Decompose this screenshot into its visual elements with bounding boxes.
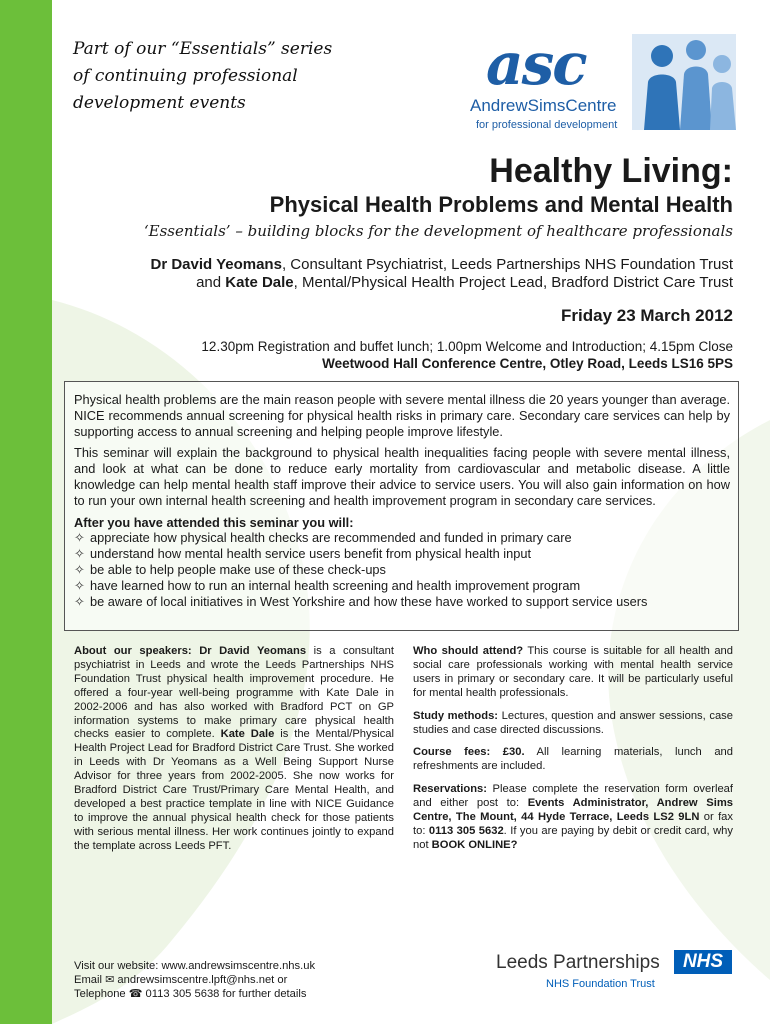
info-label: Who should attend? — [413, 645, 524, 657]
bullet-icon: ✧ — [74, 577, 85, 593]
schedule-block — [201, 338, 733, 372]
list-item — [74, 578, 730, 594]
page-subtitle: Physical Health Problems and Mental Health — [269, 192, 733, 217]
speaker-role: , Consultant Psychiatrist, Leeds Partnerships NHS Foundation Trust — [281, 256, 733, 273]
page-title: Healthy Living: — [489, 152, 733, 190]
speaker-name: Dr David Yeomans — [150, 256, 282, 273]
info-text: or fax to: — [413, 811, 734, 837]
outcome-text: be aware of local initiatives in West Yorkshire and how these have worked to support service users — [90, 593, 648, 609]
postal-address: Events Administrator, Andrew Sims Centre, The Mount, 44 Hyde Terrace, Leeds LS2 9LN — [413, 797, 733, 824]
event-date: Friday 23 March 2012 — [561, 306, 733, 325]
who-should-attend — [413, 645, 733, 701]
tagline: ‘Essentials’ – building blocks for the development of healthcare professionals — [143, 222, 733, 240]
info-text: . If you are paying by debit or credit card, why not — [413, 824, 733, 851]
info-label: Reservations: — [413, 783, 487, 796]
phone-line — [74, 987, 315, 1001]
study-methods — [413, 710, 733, 738]
outcome-text: understand how mental health service users benefit from physical health input — [90, 546, 532, 562]
partner-trust: NHS Foundation Trust — [546, 978, 655, 990]
intro-paragraph: Physical health problems are the main reason people with severe mental illness die 20 years younger than average. NICE recommends annual screening for physical health risks in primary care. Secondary care services can help by supporting access to annual screening and helping people improve lifestyle. — [74, 392, 730, 439]
bullet-icon: ✧ — [74, 546, 85, 562]
bullet-icon: ✧ — [74, 593, 85, 609]
intro-paragraph: This seminar will explain the background to physical health inequalities facing people with severe mental illness, and look at what can be done to reduce early mortality from cardiovascular and metabolic disease. A little knowledge can help mental health staff improve their advice to service users. You will also gain information on how to run your own internal health screening and health improvement program in secondary care services. — [74, 445, 730, 508]
info-label: Study methods: — [413, 709, 499, 722]
speaker-line-2 — [150, 274, 733, 292]
list-item — [74, 546, 730, 562]
outcomes-list — [74, 530, 730, 609]
phone-number: 0113 305 5638 for further details — [142, 988, 307, 1000]
outcome-text: appreciate how physical health checks are recommended and funded in primary care — [90, 530, 572, 546]
about-text: is a consultant psychiatrist in Leeds and wrote the Leeds Partnerships NHS Foundation Trust physical health improvement procedure. He offered a four-year well-being programme with Kate Dale in 2002-2006 and has also worked with Bradford PCT on GP information systems to make primary care physical health checks easier to complete. — [74, 645, 394, 741]
speaker-name: Kate Dale — [220, 728, 275, 741]
asc-logo — [466, 30, 736, 136]
about-heading: About our speakers: — [74, 645, 192, 657]
list-item — [74, 594, 730, 610]
fax-number: 0113 305 5632 — [428, 824, 504, 837]
about-speakers — [74, 645, 394, 854]
info-text: Please complete the reservation form overleaf and either post to: — [413, 783, 733, 810]
series-note-line: development events — [73, 93, 246, 113]
outcomes-heading: After you have attended this seminar you will: — [74, 514, 354, 530]
email-address[interactable]: andrewsimscentre.lpft@nhs.net or — [114, 974, 288, 986]
logo-name: AndrewSimsCentre — [470, 96, 617, 115]
series-note-line: Part of our “Essentials” series — [73, 39, 333, 59]
list-item — [74, 562, 730, 578]
reservations — [413, 783, 733, 853]
info-text: This course is suitable for all health and social care professionals working with mental health service users in primary or secondary care. It will be particularly useful for mental health professionals. — [413, 645, 733, 699]
info-text: Lectures, question and answer sessions, case studies and case directed discussions. — [413, 709, 733, 736]
people-silhouettes-icon — [632, 34, 736, 130]
bullet-icon: ✧ — [74, 561, 85, 577]
speaker-line-1 — [150, 256, 733, 274]
course-fees — [413, 746, 733, 774]
outcome-text: have learned how to run an internal health screening and health improvement program — [90, 577, 581, 593]
email-prefix: Email — [74, 974, 106, 986]
footer-contact — [74, 959, 315, 1001]
outcome-text: be able to help people make use of these check-ups — [90, 561, 386, 577]
leeds-partnerships-logo — [496, 950, 736, 994]
info-label: Course fees: £30. — [413, 746, 525, 759]
series-note-line: of continuing professional — [73, 66, 298, 86]
series-note — [73, 36, 393, 117]
email-line — [74, 973, 315, 987]
nhs-badge: NHS — [674, 950, 732, 974]
speaker-prefix: and — [196, 274, 226, 291]
speaker-role: , Mental/Physical Health Project Lead, Bradford District Care Trust — [293, 274, 733, 291]
website-line[interactable]: Visit our website: www.andrewsimscentre.nhs.uk — [74, 960, 316, 972]
telephone-icon: ☎ — [128, 988, 143, 1000]
speaker-name: Dr David Yeomans — [199, 645, 307, 657]
phone-prefix: Telephone — [74, 988, 129, 1000]
speaker-name: Kate Dale — [225, 274, 294, 291]
logo-mark: asc — [486, 30, 586, 98]
partner-name: Leeds Partnerships — [496, 952, 660, 973]
speakers-block — [150, 256, 733, 292]
bullet-icon: ✧ — [74, 530, 85, 546]
envelope-icon: ✉ — [105, 974, 115, 986]
schedule-times: 12.30pm Registration and buffet lunch; 1.00pm Welcome and Introduction; 4.15pm Close — [201, 339, 733, 354]
intro-box — [64, 381, 739, 631]
logo-subtitle: for professional development — [476, 119, 618, 131]
course-info — [413, 645, 733, 862]
venue: Weetwood Hall Conference Centre, Otley Road, Leeds LS16 5PS — [322, 356, 733, 371]
book-online-link[interactable]: BOOK ONLINE? — [431, 838, 518, 851]
list-item — [74, 530, 730, 546]
about-text: is the Mental/Physical Health Project Lead for Bradford District Care Trust. She worked in Leeds with Dr Yeomans as a Well Being Support Nurse Advisor for three years from 2002-2005. She now works for Bradford District Care Trust/Primary Care Mental Health, and developed a best practice template in line with NICE Guidance to improve the annual physical health check for those patients with serious mental illness. Her work continues jointly to expand the template across Leeds PFT. — [74, 728, 394, 852]
info-text: All learning materials, lunch and refreshments are included. — [413, 746, 733, 773]
